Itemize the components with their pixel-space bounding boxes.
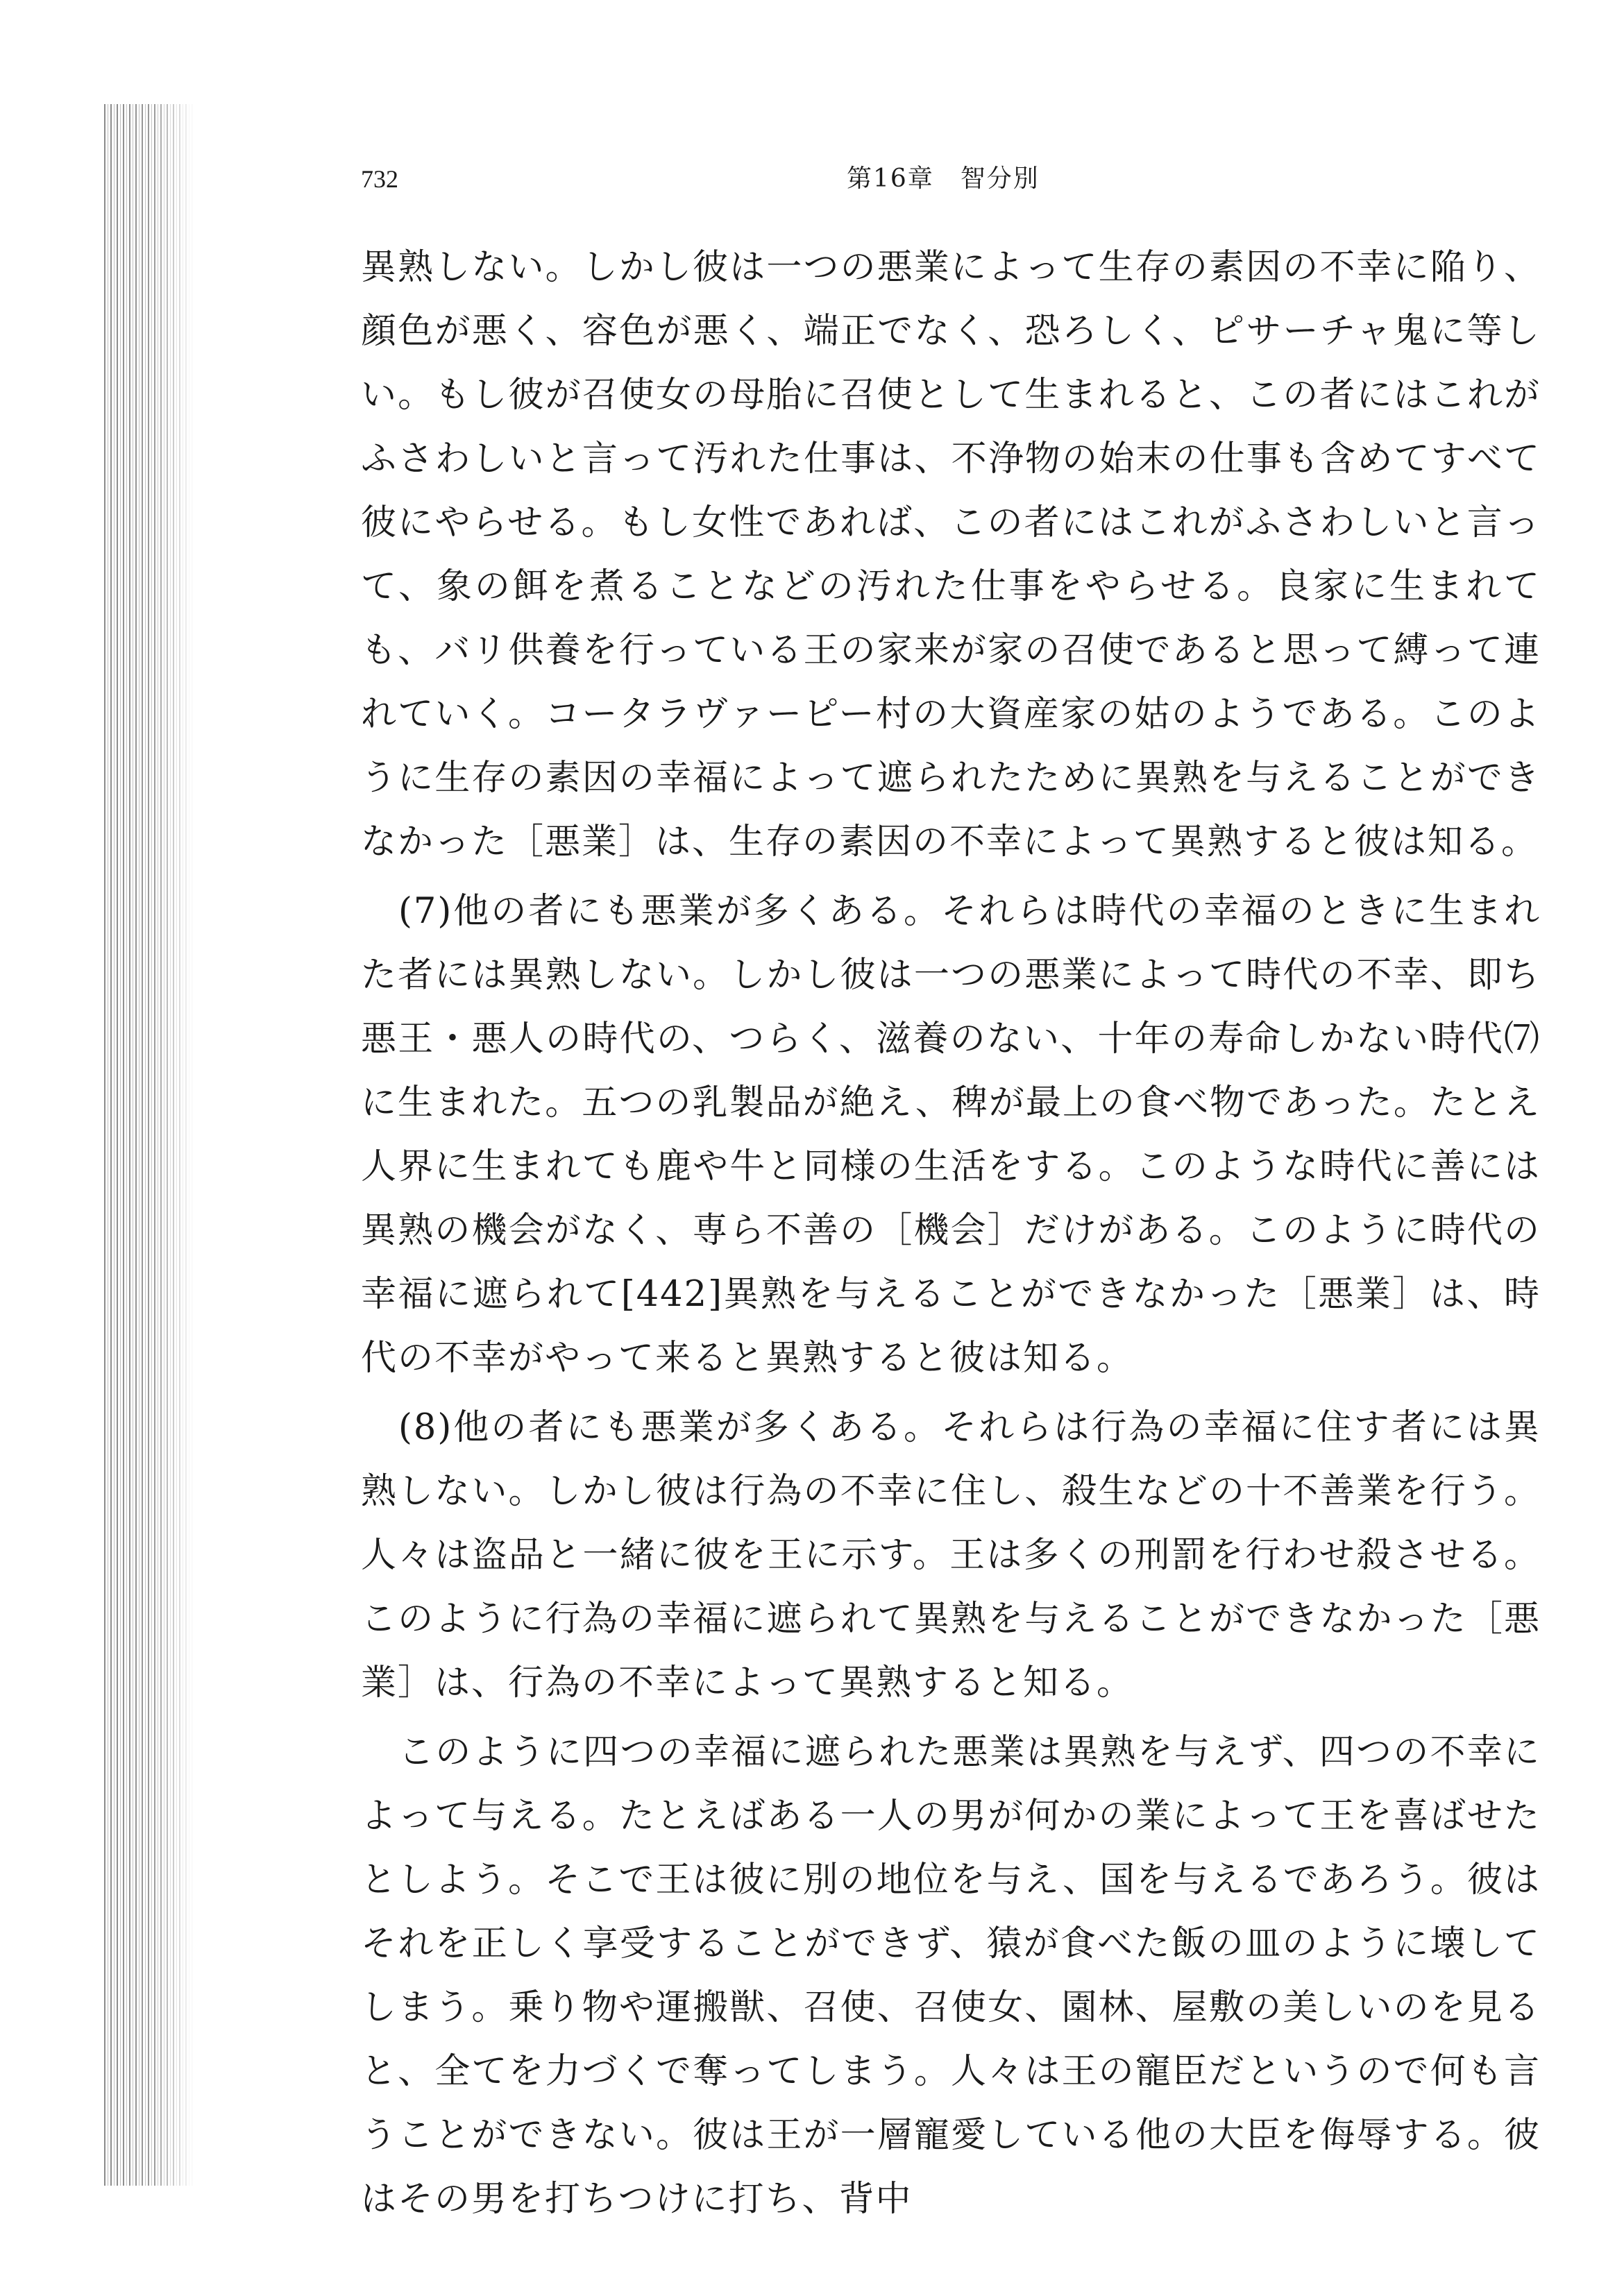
- paragraph: (8)他の者にも悪業が多くある。それらは行為の幸福に住す者には異熟しない。しかし彼は行為の不幸に住し、殺生などの十不善業を行う。人々は盗品と一緒に彼を王に示す。王は多くの刑罰を行わせ殺させる。このように行為の幸福に遮られて異熟を与えることができなかった［悪業］は、行為の不幸によって異熟すると知る。: [361, 1407, 1541, 1703]
- paragraph: (7)他の者にも悪業が多くある。それらは時代の幸福のときに生まれた者には異熟しない。しかし彼は一つの悪業によって時代の不幸、即ち悪王・悪人の時代の、つらく、滋養のない、十年の寿命しかない時代⑺に生まれた。五つの乳製品が絶え、稗が最上の食べ物であった。たとえ人界に生まれても鹿や牛と同様の生活をする。このような時代に善には異熟の機会がなく、専ら不善の［機会］だけがある。このように時代の幸福に遮られて[442]異熟を与えることができなかった［悪業］は、時代の不幸がやって来ると異熟すると彼は知る。: [361, 891, 1541, 1379]
- body-text: [361, 236, 1541, 2237]
- page-number: 732: [361, 165, 398, 193]
- running-head: 第16章 智分別: [847, 164, 1040, 193]
- paragraph: このように四つの幸福に遮られた悪業は異熟を与えず、四つの不幸によって与える。たとえばある一人の男が何かの業によって王を喜ばせたとしよう。そこで王は彼に別の地位を与え、国を与えるであろう。彼はそれを正しく享受することができず、猿が食べた飯の皿のように壊してしまう。乗り物や運搬獣、召使、召使女、園林、屋敷の美しいのを見ると、全てを力づくで奪ってしまう。人々は王の寵臣だというので何も言うことができない。彼は王が一層寵愛している他の大臣を侮辱する。彼はその男を打ちつけに打ち、背中: [361, 1732, 1541, 2220]
- paragraph: 異熟しない。しかし彼は一つの悪業によって生存の素因の不幸に陥り、顔色が悪く、容色が悪く、端正でなく、恐ろしく、ピサーチャ鬼に等しい。もし彼が召使女の母胎に召使として生まれると、この者にはこれがふさわしいと言って汚れた仕事は、不浄物の始末の仕事も含めてすべて彼にやらせる。もし女性であれば、この者にはこれがふさわしいと言って、象の餌を煮ることなどの汚れた仕事をやらせる。良家に生まれても、バリ供養を行っている王の家来が家の召使であると思って縛って連れていく。コータラヴァーピー村の大資産家の姑のようである。このように生存の素因の幸福によって遮られたために異熟を与えることができなかった［悪業］は、生存の素因の不幸によって異熟すると彼は知る。: [361, 247, 1541, 862]
- scan-binding-shadow: [104, 104, 194, 2186]
- page-header: [361, 158, 1541, 200]
